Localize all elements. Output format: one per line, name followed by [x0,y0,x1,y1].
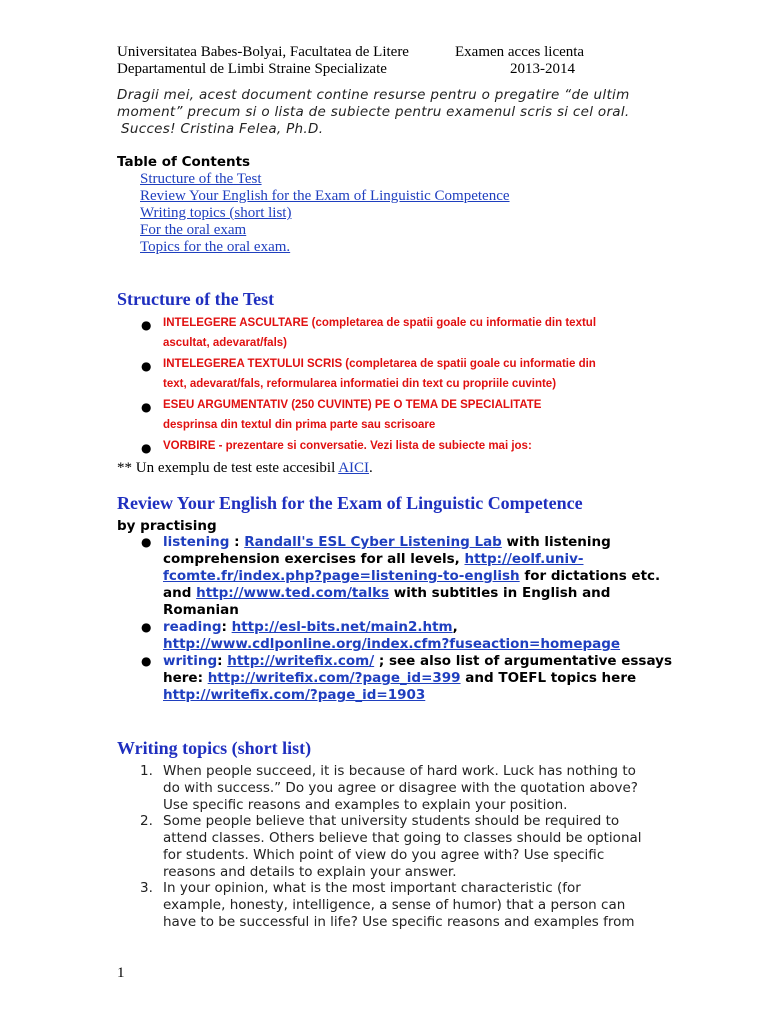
bullet-icon: ● [141,359,152,373]
structure-item-4-line-1: VORBIRE - prezentare si conversatie. Vezi lista de subiecte mai jos: [163,440,532,452]
writing-item [163,653,672,704]
writing-topic-3 [163,880,635,931]
structure-item-1-line-1: INTELEGERE ASCULTARE (completarea de spatii goale cu informatie din textul [163,317,597,329]
topic-line: example, honesty, intelligence, a sense of humor) that a person can [163,897,626,913]
intro-line-3: Succes! Cristina Felea, Ph.D. [121,121,324,137]
test-example-note [117,460,373,477]
writefix-1903-link[interactable]: http://writefix.com/?page_id=1903 [163,687,426,703]
esl-bits-link[interactable]: http://esl-bits.net/main2.htm [231,619,453,635]
writing-text: and TOEFL topics here [460,670,637,686]
toc-link-oral-exam[interactable]: For the oral exam [140,222,247,238]
header-department: Departamentul de Limbi Straine Specializate [117,61,387,77]
topic-line: Use specific reasons and examples to explain your position. [163,797,568,813]
listening-text: with subtitles in English and [389,585,611,601]
topic-line: reasons and details to explain your answer. [163,864,457,880]
by-practising-label: by practising [117,518,217,534]
structure-item-2-line-1: INTELEGEREA TEXTULUI SCRIS (completarea de spatii goale cu informatie din [163,358,596,370]
ted-link[interactable]: http://www.ted.com/talks [196,585,390,601]
reading-label: reading [163,619,222,635]
writing-topic-2 [163,813,642,881]
writing-text: ; see also list of argumentative essays [374,653,672,669]
cdlponline-link[interactable]: http://www.cdlponline.org/index.cfm?fuseaction=homepage [163,636,621,652]
topic-line: have to be successful in life? Use specific reasons and examples from [163,914,635,930]
eolf-link-part-1[interactable]: http://eolf.univ- [464,551,584,567]
listening-text: for dictations etc. [519,568,661,584]
structure-item-3-line-1: ESEU ARGUMENTATIV (250 CUVINTE) PE O TEMA DE SPECIALITATE [163,399,542,411]
writing-label: writing [163,653,218,669]
header-institution: Universitatea Babes-Bolyai, Facultatea de Litere [117,44,409,60]
writing-topics-heading: Writing topics (short list) [117,738,312,758]
topic-line: When people succeed, it is because of hard work. Luck has nothing to [163,763,636,779]
note-prefix: ** Un exemplu de test este accesibil [117,460,339,476]
separator: , [452,619,458,635]
table-of-contents [140,171,510,256]
listening-text: with listening [501,534,611,550]
header-exam: Examen acces licenta [455,44,585,60]
topic-number: 2. [140,813,153,829]
randalls-link[interactable]: Randall's ESL Cyber Listening Lab [244,534,502,550]
topic-line: Some people believe that university students should be required to [163,813,620,829]
topic-line: do with success.” Do you agree or disagree with the quotation above? [163,780,638,796]
intro-line-1: Dragii mei, acest document contine resurse pentru o pregatire “de ultim [117,87,630,103]
writefix-399-link[interactable]: http://writefix.com/?page_id=399 [207,670,461,686]
separator: : [221,619,232,635]
review-heading: Review Your English for the Exam of Linguistic Competence [117,493,583,513]
bullet-icon: ● [141,654,152,668]
listening-item [163,534,660,619]
intro-line-2: moment” precum si o lista de subiecte pentru examenul scris si cel oral. [117,104,630,120]
bullet-icon: ● [141,535,152,549]
structure-item-3-line-2: desprinsa din textul din prima parte sau scrisoare [163,419,436,431]
toc-title: Table of Contents [117,154,251,170]
bullet-icon: ● [141,318,152,332]
listening-text: Romanian [163,602,239,618]
writing-topic-1 [163,763,638,814]
topic-line: In your opinion, what is the most important characteristic (for [163,880,581,896]
toc-link-writing-topics[interactable]: Writing topics (short list) [140,205,292,221]
reading-item [163,619,620,653]
writefix-link[interactable]: http://writefix.com/ [227,653,375,669]
test-example-link[interactable]: AICI [338,460,370,476]
eolf-link-part-2[interactable]: fcomte.fr/index.php?page=listening-to-english [163,568,520,584]
topic-number: 1. [140,763,153,779]
bullet-icon: ● [141,620,152,634]
structure-item-2-line-2: text, adevarat/fals, reformularea informatiei din text cu propriile cuvinte) [163,378,557,390]
topic-number: 3. [140,880,153,896]
writing-text: here: [163,670,208,686]
separator: : [217,653,228,669]
listening-label: listening [163,534,230,550]
page-number: 1 [117,965,125,981]
bullet-icon: ● [141,400,152,414]
note-suffix: . [369,460,373,476]
toc-link-structure[interactable]: Structure of the Test [140,171,262,187]
bullet-icon: ● [141,441,152,455]
listening-text: comprehension exercises for all levels, [163,551,465,567]
structure-item-1-line-2: ascultat, adevarat/fals) [163,337,288,349]
structure-heading: Structure of the Test [117,289,275,309]
toc-link-oral-topics[interactable]: Topics for the oral exam. [140,239,291,255]
listening-text: and [163,585,197,601]
topic-line: for students. Which point of view do you agree with? Use specific [163,847,605,863]
separator: : [229,534,245,550]
toc-link-review[interactable]: Review Your English for the Exam of Linguistic Competence [140,188,510,204]
topic-line: attend classes. Others believe that going to classes should be optional [163,830,642,846]
header-year: 2013-2014 [510,61,575,77]
